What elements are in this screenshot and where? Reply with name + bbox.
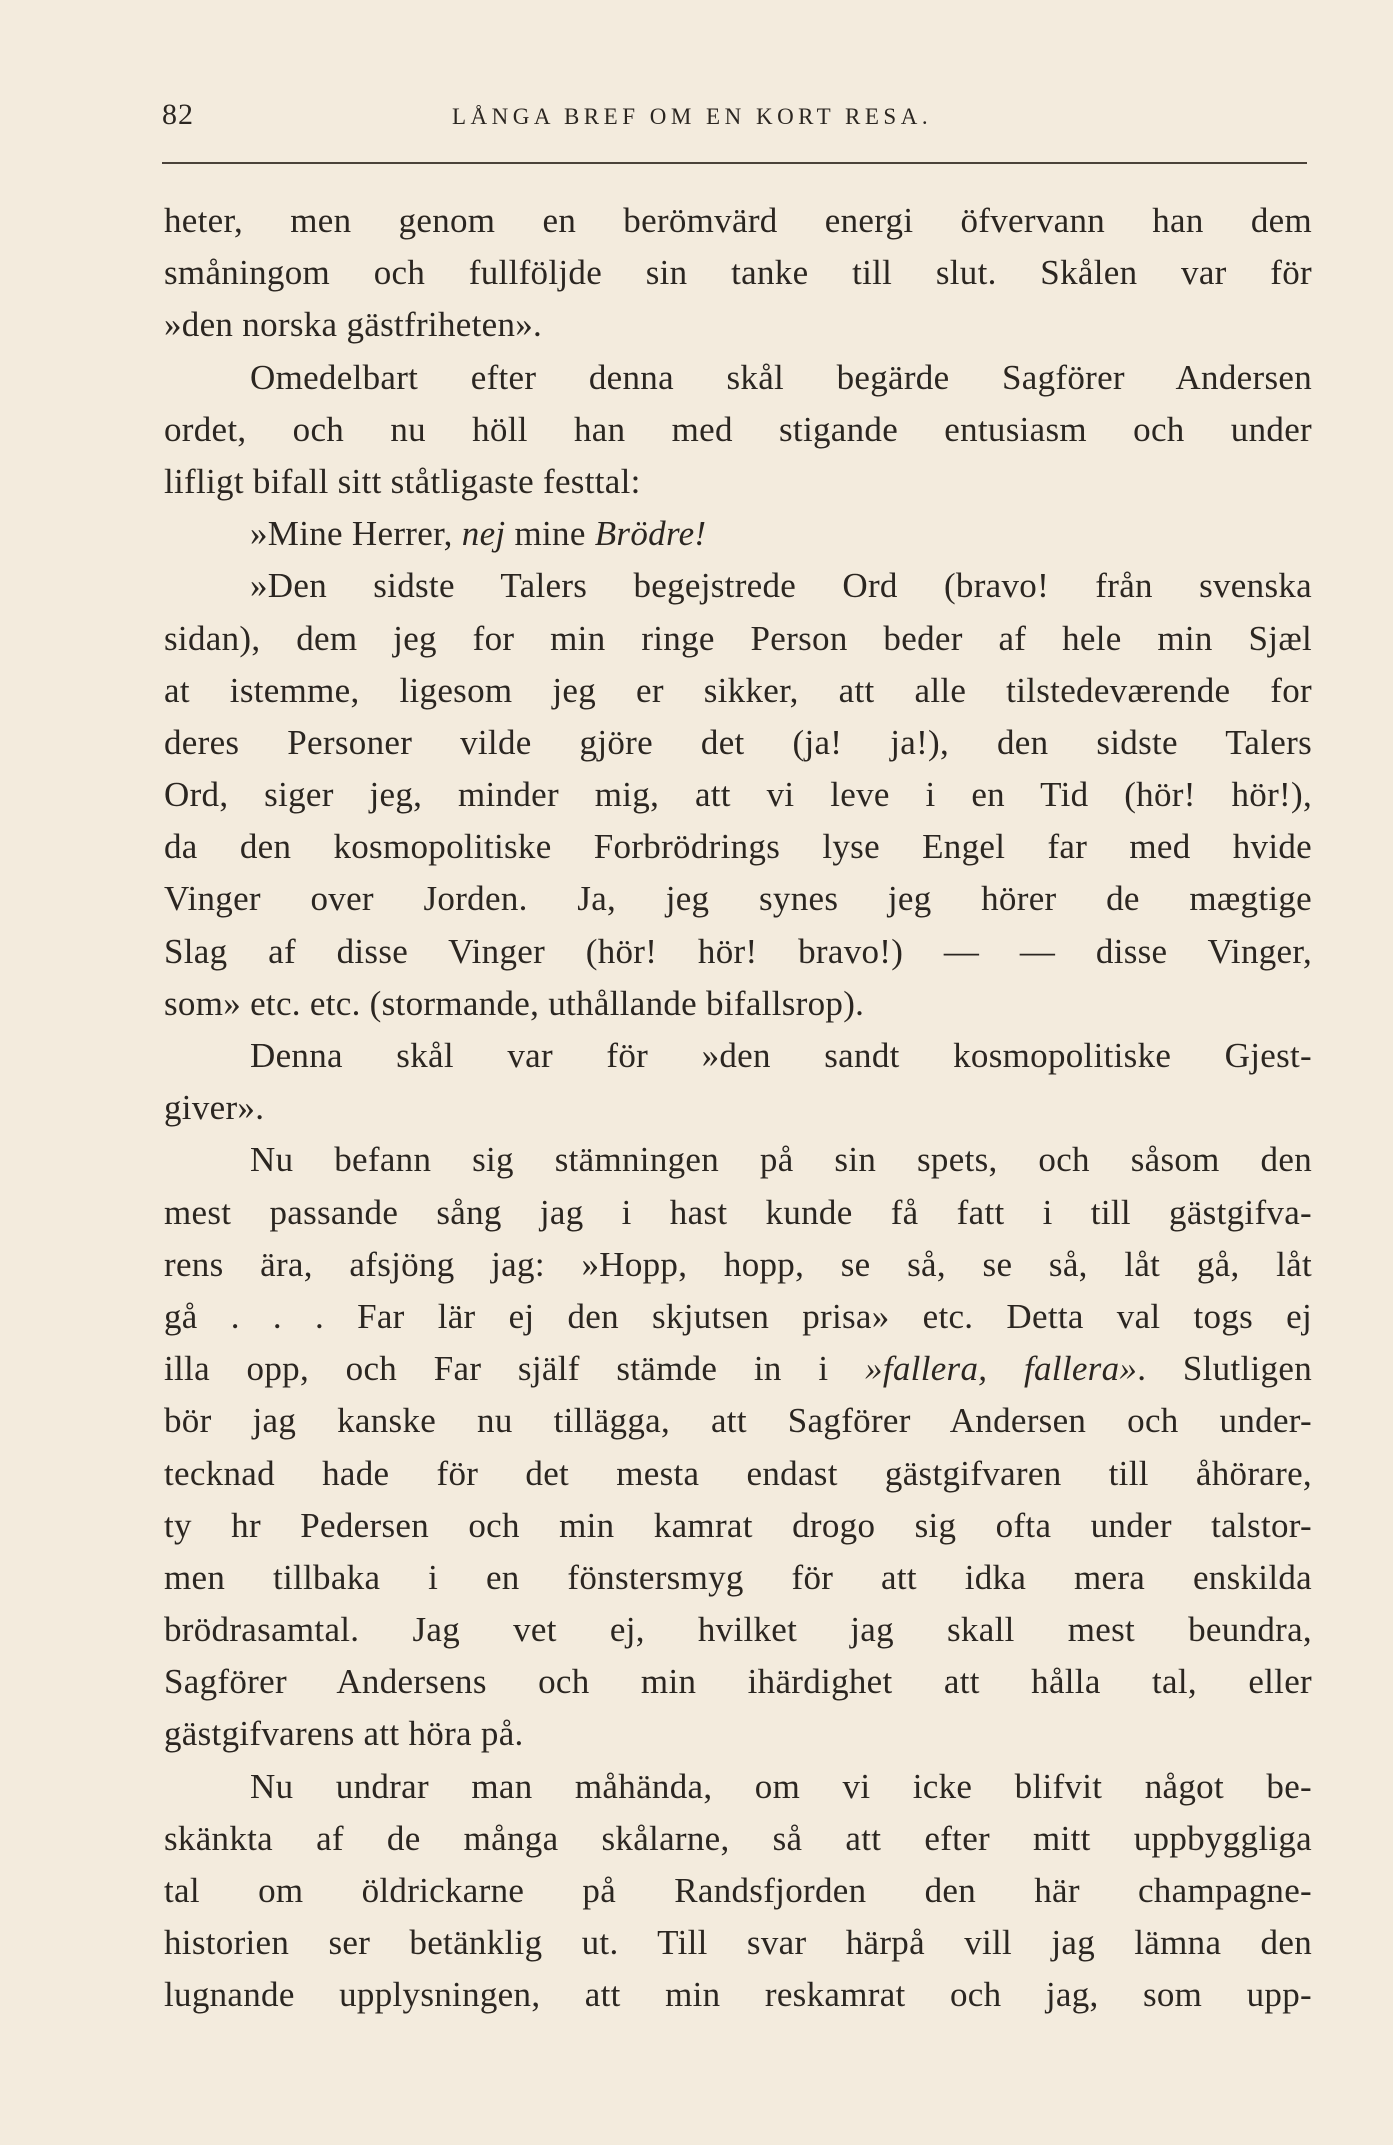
text-segment: mine bbox=[514, 514, 586, 554]
text-line: Denna skål var för »den sandt kosmopolitiske Gjest- bbox=[250, 1036, 1312, 1075]
text-line: Nu undrar man måhända, om vi icke blifvit något be- bbox=[250, 1766, 1312, 1806]
text-line: Vinger over Jorden. Ja, jeg synes jeg hörer de mægtige bbox=[164, 879, 1312, 919]
text-line: »den norska gästfriheten». bbox=[164, 305, 543, 345]
text-line: sidan), dem jeg for min ringe Person beder af hele min Sjæl bbox=[164, 618, 1312, 658]
page-header bbox=[162, 98, 1307, 138]
italic-text: Brödre! bbox=[594, 514, 707, 554]
italic-text: »fallera, fallera» bbox=[865, 1349, 1138, 1389]
text-line: småningom och fullföljde sin tanke till slut. Skålen var för bbox=[164, 253, 1312, 293]
text-line: men tillbaka i en fönstersmyg för att idka mera enskilda bbox=[164, 1557, 1312, 1597]
text-segment: »Mine Herrer, bbox=[250, 514, 453, 554]
text-line: Sagförer Andersens och min ihärdighet att hålla tal, eller bbox=[164, 1662, 1312, 1702]
text-line: gå . . . Far lär ej den skjutsen prisa» etc. Detta val togs ej bbox=[164, 1296, 1312, 1336]
text-line: ty hr Pedersen och min kamrat drogo sig ofta under talstor- bbox=[164, 1505, 1312, 1545]
text-line: da den kosmopolitiske Forbrödrings lyse Engel far med hvide bbox=[164, 827, 1312, 867]
text-line: lifligt bifall sitt ståtligaste festtal: bbox=[164, 461, 641, 501]
text-line: bör jag kanske nu tillägga, att Sagförer Andersen och under- bbox=[164, 1401, 1312, 1441]
text-line: Ord, siger jeg, minder mig, att vi leve i en Tid (hör! hör!), bbox=[164, 775, 1312, 815]
text-line bbox=[164, 1343, 1312, 1395]
text-segment: . Slutligen bbox=[1137, 1349, 1312, 1389]
text-line: Nu befann sig stämningen på sin spets, och såsom den bbox=[250, 1140, 1312, 1180]
text-line: »Den sidste Talers begejstrede Ord (bravo! från svenska bbox=[250, 566, 1312, 606]
text-line: tal om öldrickarne på Randsfjorden den här champagne- bbox=[164, 1871, 1312, 1910]
text-line: rens ära, afsjöng jag: »Hopp, hopp, se så, se så, låt gå, låt bbox=[164, 1244, 1312, 1284]
text-line: som» etc. etc. (stormande, uthållande bifallsrop). bbox=[164, 983, 865, 1023]
text-line: tecknad hade för det mesta endast gästgifvaren till åhörare, bbox=[164, 1453, 1312, 1493]
header-rule bbox=[162, 162, 1307, 164]
text-line: deres Personer vilde gjöre det (ja! ja!), den sidste Talers bbox=[164, 722, 1312, 762]
running-title: LÅNGA BREF OM EN KORT RESA. bbox=[452, 104, 933, 129]
text-line: lugnande upplysningen, att min reskamrat och jag, som upp- bbox=[164, 1975, 1312, 2015]
body-text bbox=[164, 195, 1312, 2022]
page-number: 82 bbox=[162, 98, 194, 131]
text-line: Slag af disse Vinger (hör! hör! bravo!) — — disse Vinger, bbox=[164, 931, 1312, 971]
text-line: brödrasamtal. Jag vet ej, hvilket jag skall mest beundra, bbox=[164, 1610, 1312, 1650]
text-line: gästgifvarens att höra på. bbox=[164, 1714, 524, 1754]
text-line: heter, men genom en berömvärd energi öfvervann han dem bbox=[164, 201, 1312, 240]
text-segment: illa opp, och Far själf stämde in i bbox=[164, 1349, 829, 1389]
text-line bbox=[164, 508, 1312, 560]
text-line: at istemme, ligesom jeg er sikker, att alle tilstedeværende for bbox=[164, 670, 1312, 710]
text-line: skänkta af de många skålarne, så att efter mitt uppbyggliga bbox=[164, 1818, 1312, 1858]
text-line: giver». bbox=[164, 1088, 265, 1128]
text-line: Omedelbart efter denna skål begärde Sagförer Andersen bbox=[250, 357, 1312, 397]
text-line: ordet, och nu höll han med stigande entusiasm och under bbox=[164, 409, 1312, 449]
text-line: historien ser betänklig ut. Till svar härpå vill jag lämna den bbox=[164, 1923, 1312, 1963]
italic-text: nej bbox=[461, 514, 506, 554]
text-line: mest passande sång jag i hast kunde få fatt i till gästgifva- bbox=[164, 1192, 1312, 1232]
